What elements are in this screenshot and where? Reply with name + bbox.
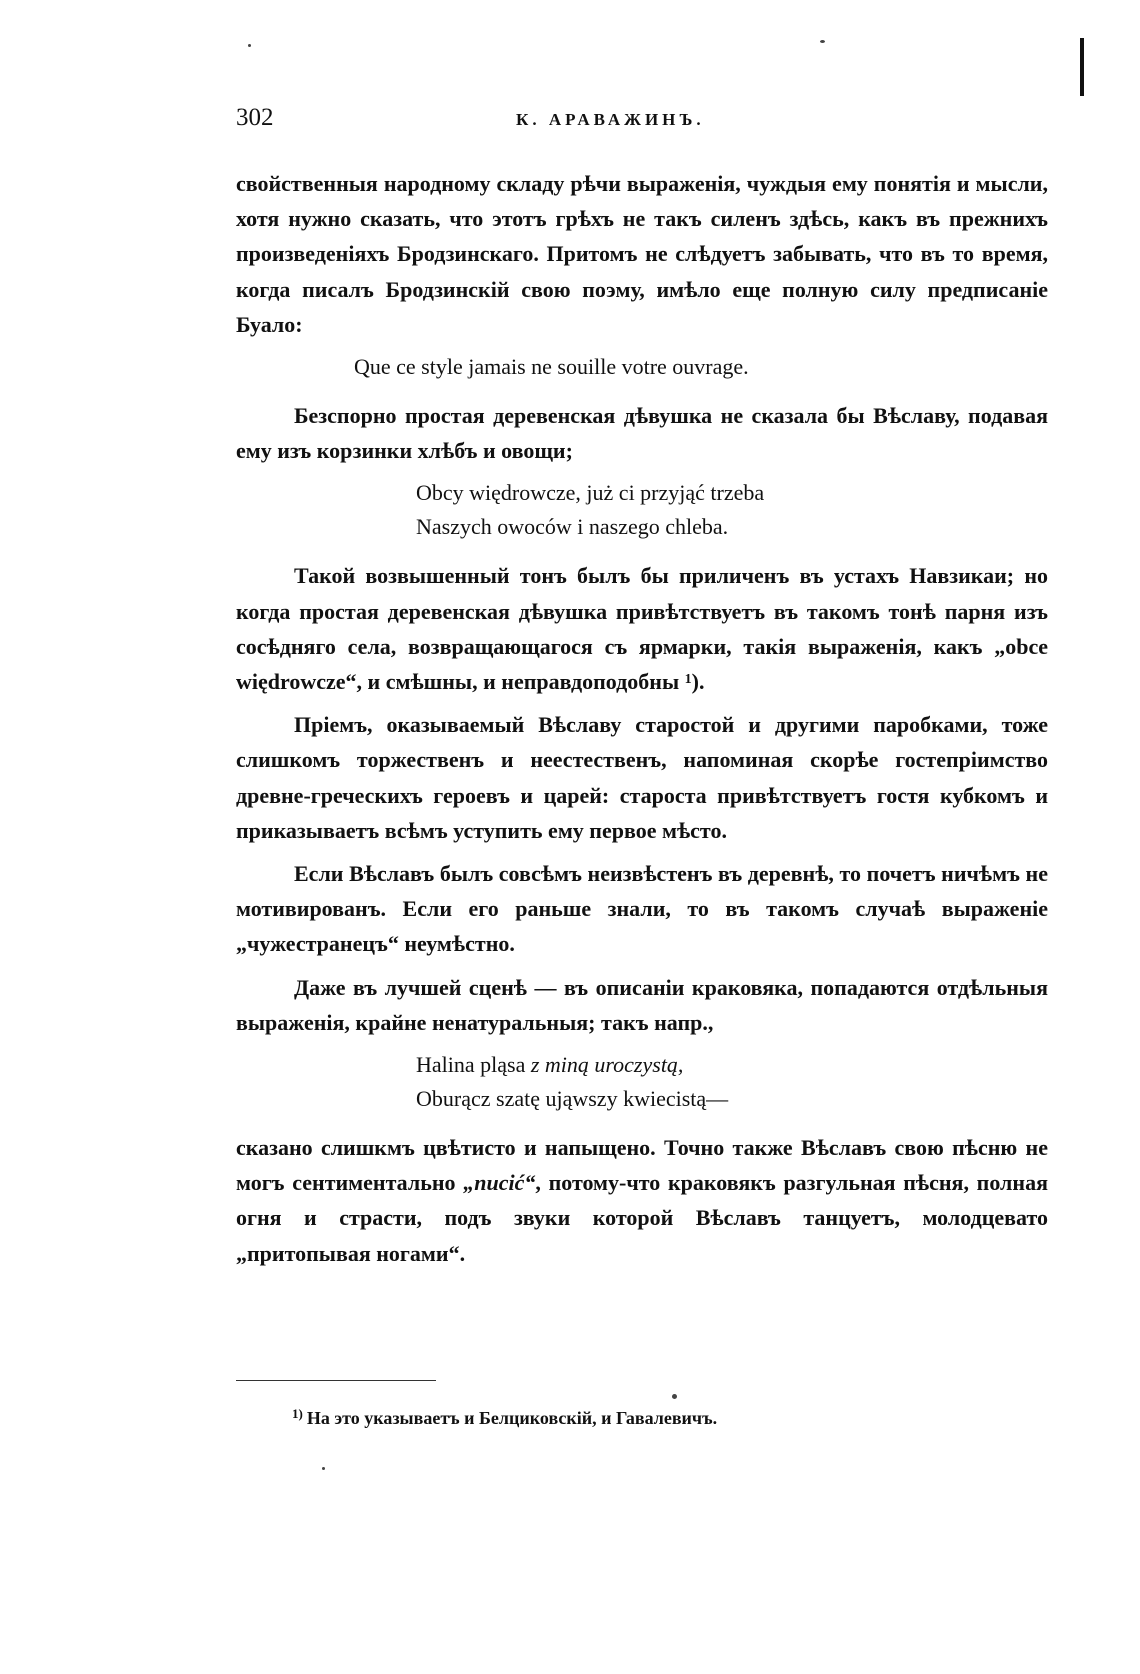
quote-boileau (236, 350, 1048, 384)
paragraph-3-end: ). (691, 669, 705, 695)
quote-line: Naszych owoców i naszego chleba. (416, 514, 729, 540)
body-text (236, 166, 1048, 1279)
footnote (292, 1406, 717, 1429)
quote-line-italic: z miną uroczystą, (530, 1052, 684, 1078)
footnote-rule (236, 1380, 436, 1381)
paragraph-2: Безспорно простая деревенская дѣвушка не сказала бы Вѣславу, подавая ему изъ корзинки хлѣбъ и овощи; (236, 403, 1048, 464)
scan-speck (322, 1467, 325, 1470)
scan-margin-mark (1080, 38, 1084, 96)
paragraph-3 (236, 558, 1048, 699)
paragraph-4: Пріемъ, оказываемый Вѣславу старостой и другими паробками, тоже слишкомъ торжественъ и неестественъ, напоминая скорѣе гостепріимство древне-греческихъ героевъ и царей: староста привѣтствуетъ гостя кубкомъ и приказываетъ всѣмъ уступить ему первое мѣсто. (236, 712, 1048, 843)
footnote-mark: 1) (292, 1406, 303, 1421)
quote-line-plain: Halina pląsa (416, 1052, 531, 1078)
quote-line (416, 1048, 1048, 1082)
quote-verse-2 (236, 1048, 1048, 1116)
page-number: 302 (236, 104, 274, 131)
paragraph-5: Если Вѣславъ былъ совсѣмъ неизвѣстенъ въ деревнѣ, то почетъ ничѣмъ не мотивированъ. Если его раньше знали, то въ такомъ случаѣ выраженіе „чужестранецъ“ неумѣстно. (236, 861, 1048, 957)
quote-verse-1 (236, 476, 1048, 544)
quote-line: Obcy więdrowcze, już ci przyjąć trzeba (416, 480, 765, 506)
paragraph-7-italic: „nucić“ (463, 1170, 536, 1196)
running-title: К. АРАВАЖИНЪ. (516, 110, 705, 129)
quote-line: Que ce style jamais ne souille votre ouvrage. (354, 354, 749, 380)
paragraph-3-text: Такой возвышенный тонъ былъ бы приличенъ въ устахъ Навзикаи; но когда простая деревенская дѣвушка привѣтствуетъ въ такомъ тонѣ парня изъ сосѣдняго села, возвращающагося съ ярмарки, такія выраженія, какъ „obce więdrowcze“, и смѣшны, и неправдоподобны (236, 563, 1048, 695)
scan-speck (820, 40, 825, 43)
scan-speck (248, 44, 251, 47)
paragraph-6: Даже въ лучшей сценѣ — въ описаніи краковяка, попадаются отдѣльныя выраженія, крайне ненатуральныя; такъ напр., (236, 974, 1048, 1035)
footnote-reference: 1 (684, 672, 692, 688)
quote-line: Oburącz szatę ująwszy kwiecistą— (416, 1086, 729, 1112)
paragraph-1: свойственныя народному складу рѣчи выраженія, чуждыя ему понятія и мысли, хотя нужно сказать, что этотъ грѣхъ не такъ силенъ здѣсь, какъ въ прежнихъ произведеніяхъ Бродзинскаго. Притомъ не слѣдуетъ забывать, что въ то время, когда писалъ Бродзинскій свою поэму, имѣло еще полную силу предписаніе Буало: (236, 171, 1048, 337)
paragraph-7 (236, 1130, 1048, 1271)
scan-speck (672, 1394, 677, 1399)
paragraph-7-end: , потому-что краковякъ разгульная пѣсня, полная огня и страсти, подъ звуки которой Вѣславъ танцуетъ, молодцевато „притопывая ногами“. (236, 1170, 1048, 1266)
page-header (236, 104, 1046, 144)
footnote-text: На это указываетъ и Белциковскій, и Гавалевичъ. (306, 1408, 718, 1428)
paragraph-7-start: сказано слишкмъ цвѣтисто и напыщено. Точно также Вѣславъ свою пѣсню не могъ сентиментально (236, 1135, 1048, 1196)
